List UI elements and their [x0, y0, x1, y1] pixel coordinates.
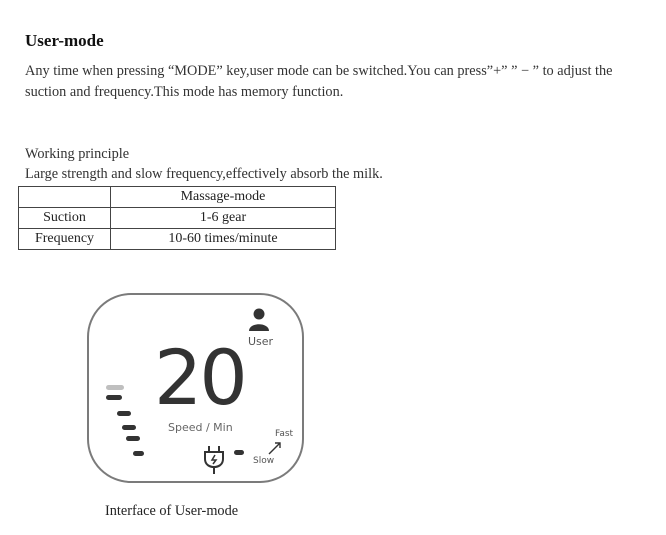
figure-caption: Interface of User-mode [105, 503, 239, 519]
speed-value: 20 [154, 333, 245, 422]
speed-arrow-icon [267, 440, 283, 456]
user-label: User [248, 335, 274, 348]
table-row [19, 208, 336, 229]
fast-label: Fast [275, 429, 294, 439]
spec-table [18, 186, 336, 250]
intro-paragraph: Any time when pressing “MODE” key,user mode can be switched.You can press”+” ” − ” to adjust the suction and frequency.This mode has memory function. [25, 63, 613, 100]
status-dash [234, 450, 244, 455]
level-bar [117, 411, 131, 416]
table-header-row [19, 187, 336, 208]
user-icon [248, 307, 270, 333]
table-header-cell [19, 187, 111, 208]
level-bar [133, 451, 144, 456]
table-cell: 10-60 times/minute [111, 229, 336, 250]
table-header-cell: Massage-mode [111, 187, 336, 208]
device-display [87, 293, 304, 483]
table-row [19, 229, 336, 250]
table-cell: Frequency [19, 229, 111, 250]
slow-label: Slow [253, 456, 275, 466]
power-plug-icon [203, 445, 225, 475]
level-bar [126, 436, 140, 441]
table-cell: Suction [19, 208, 111, 229]
table-cell: 1-6 gear [111, 208, 336, 229]
page-title: User-mode [25, 31, 104, 50]
level-bar [106, 395, 122, 400]
working-principle-label: Working principle [25, 146, 130, 162]
level-bar [122, 425, 136, 430]
speed-unit-label: Speed / Min [168, 421, 233, 434]
working-principle-text: Large strength and slow frequency,effectively absorb the milk. [25, 166, 383, 182]
level-bar [106, 385, 124, 390]
